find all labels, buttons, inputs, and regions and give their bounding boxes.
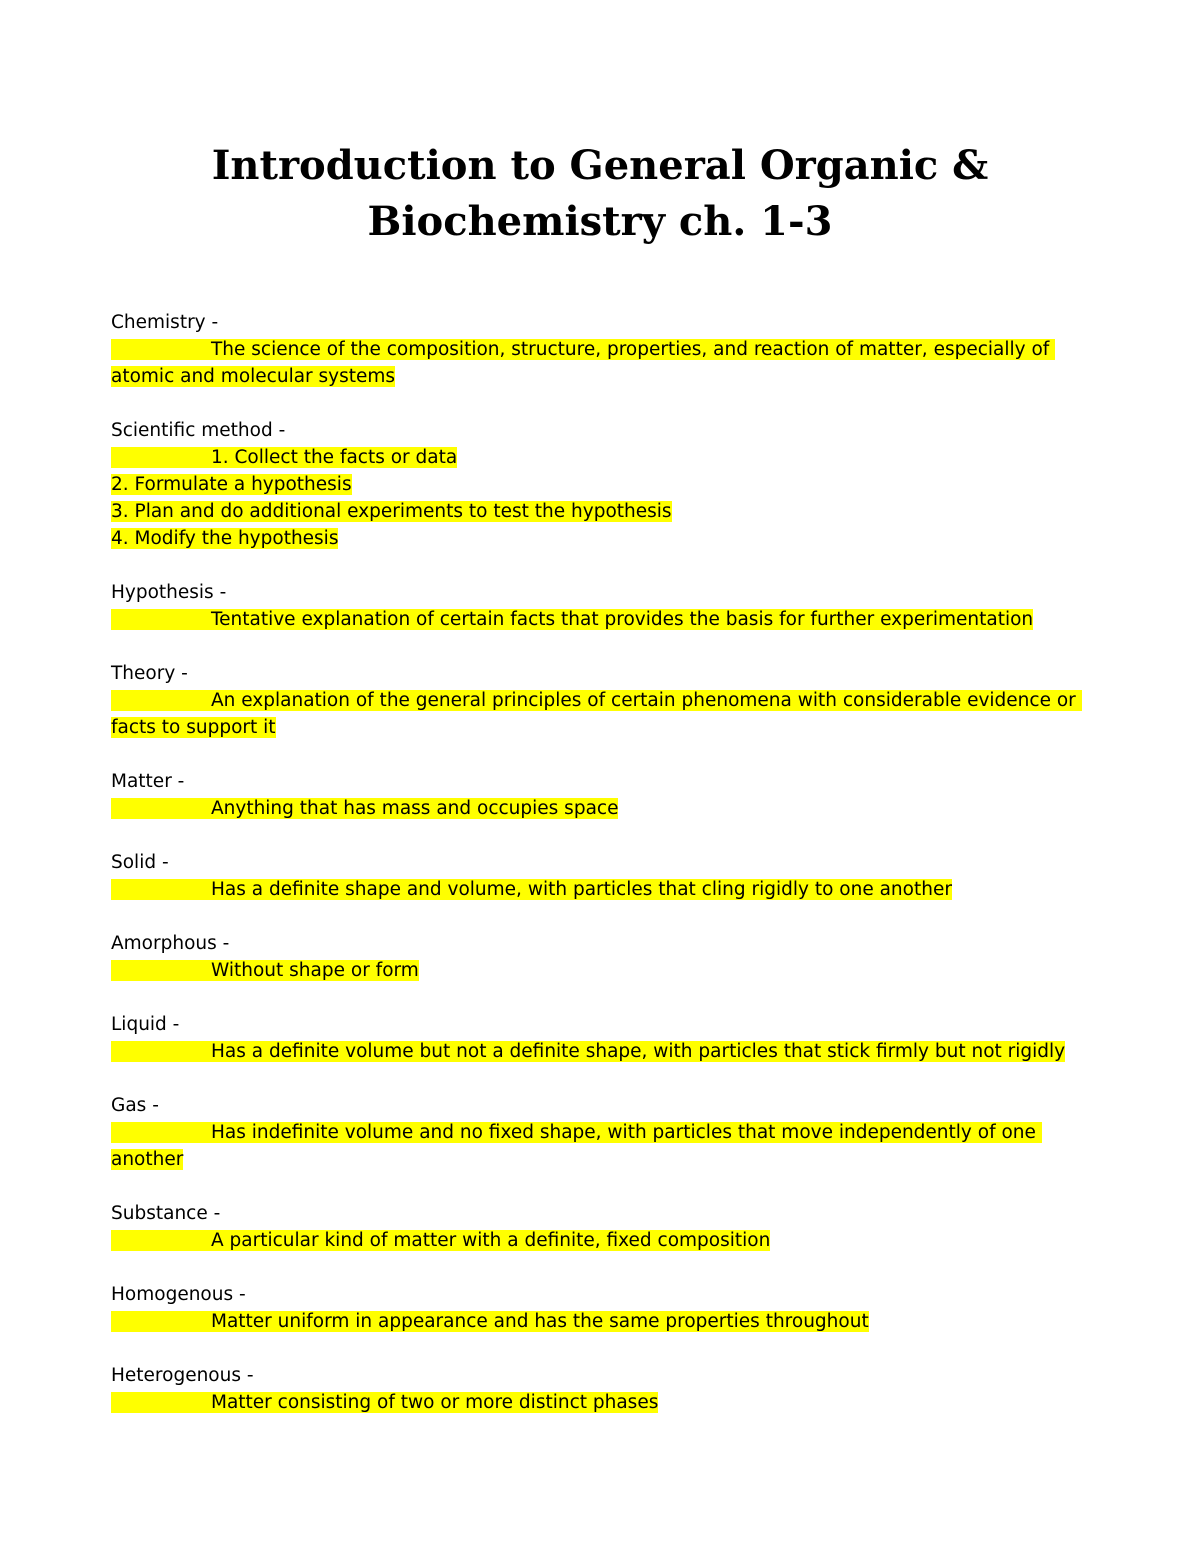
term-label: Homogenous - [111, 1284, 246, 1305]
term-label: Substance - [111, 1203, 221, 1224]
title-line-2: Biochemistry ch. 1-3 [367, 198, 833, 245]
definition-text: An explanation of the general principles of certain phenomena with considerable evidence or facts to support it [111, 690, 1082, 738]
term-label: Matter - [111, 771, 185, 792]
entry-substance [111, 1200, 1101, 1254]
definition-text: The science of the composition, structure, properties, and reaction of matter, especially of atomic and molecular systems [111, 339, 1056, 387]
term-label: Amorphous - [111, 933, 230, 954]
term-label: Liquid - [111, 1014, 180, 1035]
entry-solid [111, 849, 1101, 903]
entry-chemistry [111, 309, 1101, 390]
entry-scientific-method [111, 417, 1101, 552]
document-body [111, 309, 1101, 1443]
page-title [0, 138, 1200, 250]
term-label: Scientific method - [111, 420, 286, 441]
term-label: Theory - [111, 663, 188, 684]
method-step-2: 2. Formulate a hypothesis [111, 474, 352, 495]
definition-text: Without shape or form [111, 960, 419, 981]
term-label: Gas - [111, 1095, 159, 1116]
method-step-3: 3. Plan and do additional experiments to test the hypothesis [111, 501, 672, 522]
entry-heterogenous [111, 1362, 1101, 1416]
method-step-1: 1. Collect the facts or data [111, 447, 458, 468]
term-label: Chemistry - [111, 312, 219, 333]
term-label: Hypothesis - [111, 582, 227, 603]
term-label: Solid - [111, 852, 169, 873]
entry-homogenous [111, 1281, 1101, 1335]
definition-text: Anything that has mass and occupies space [111, 798, 619, 819]
definition-text: Matter consisting of two or more distinct phases [111, 1392, 659, 1413]
definition-text: Has indefinite volume and no fixed shape, with particles that move independently of one another [111, 1122, 1042, 1170]
entry-hypothesis [111, 579, 1101, 633]
entry-liquid [111, 1011, 1101, 1065]
entry-amorphous [111, 930, 1101, 984]
entry-gas [111, 1092, 1101, 1173]
definition-text: Has a definite shape and volume, with particles that cling rigidly to one another [111, 879, 952, 900]
title-line-1: Introduction to General Organic & [211, 142, 989, 189]
definition-text: Matter uniform in appearance and has the same properties throughout [111, 1311, 869, 1332]
entry-theory [111, 660, 1101, 741]
method-step-4: 4. Modify the hypothesis [111, 528, 339, 549]
definition-text: A particular kind of matter with a definite, fixed composition [111, 1230, 771, 1251]
definition-text: Tentative explanation of certain facts that provides the basis for further experimentation [111, 609, 1034, 630]
term-label: Heterogenous - [111, 1365, 254, 1386]
definition-text: Has a definite volume but not a definite shape, with particles that stick firmly but not rigidly [111, 1041, 1066, 1062]
entry-matter [111, 768, 1101, 822]
